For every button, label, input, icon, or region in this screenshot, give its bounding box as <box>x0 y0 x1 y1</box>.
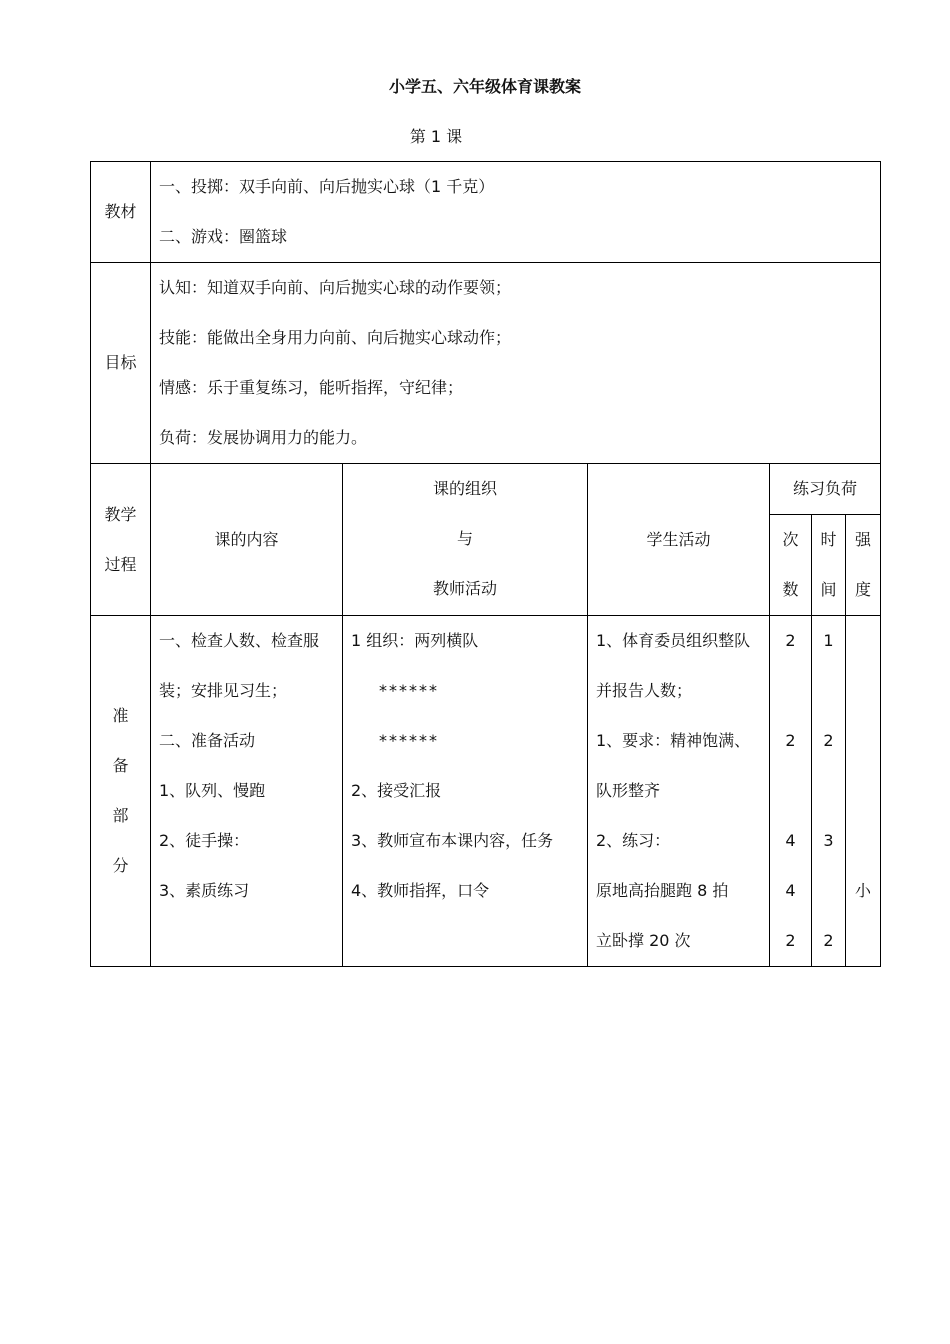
intensity-value <box>846 916 880 966</box>
mubiao-line: 技能：能做出全身用力向前、向后抛实心球动作； <box>159 328 512 347</box>
formation-row: ****** <box>379 731 439 750</box>
row-jiaocai <box>91 162 881 263</box>
prep-student-line: 1、要求：精神饱满、 <box>596 731 751 750</box>
prep-content-line: 2、徒手操： <box>159 831 250 850</box>
count-value: 2 <box>785 731 796 750</box>
count-value <box>770 666 811 716</box>
intensity-value <box>846 766 880 816</box>
intensity-value: 小 <box>855 881 872 900</box>
time-value <box>812 766 845 816</box>
prep-organization-line: 3、教师宣布本课内容，任务 <box>351 831 554 850</box>
prep-content-line: 3、素质练习 <box>159 881 250 900</box>
prep-organization <box>343 616 588 967</box>
time-value: 1 <box>823 631 834 650</box>
content-header: 课的内容 <box>151 464 343 616</box>
time-header-line: 时 <box>820 530 837 549</box>
prep-organization-line: 1 组织：两列横队 <box>351 631 479 650</box>
intensity-value <box>846 666 880 716</box>
document-title: 小学五、六年级体育课教案 <box>388 77 581 96</box>
process-header-line: 教学 <box>104 504 137 524</box>
intensity-header-line: 强 <box>855 530 872 549</box>
time-value <box>812 666 845 716</box>
count-header <box>770 515 812 616</box>
organization-header <box>343 464 588 616</box>
lesson-plan-table <box>90 161 881 967</box>
mubiao-content <box>151 263 881 464</box>
prep-student <box>588 616 770 967</box>
jiaocai-content <box>151 162 881 263</box>
count-value: 2 <box>785 631 796 650</box>
process-header <box>91 464 151 616</box>
prep-student-line: 立卧撑 20 次 <box>596 931 691 950</box>
mubiao-line: 情感：乐于重复练习，能听指挥，守纪律； <box>159 378 464 397</box>
time-value: 2 <box>823 731 834 750</box>
row-header-top <box>91 464 881 515</box>
prep-count <box>770 616 812 967</box>
prep-student-line: 1、体育委员组织整队 <box>596 631 751 650</box>
jiaocai-label: 教材 <box>91 162 151 263</box>
time-header <box>812 515 846 616</box>
prep-label-char: 分 <box>112 856 129 875</box>
prep-organization-line <box>351 916 587 966</box>
prep-intensity <box>846 616 881 967</box>
time-value: 2 <box>823 931 834 950</box>
row-mubiao <box>91 263 881 464</box>
prep-content-line: 1、队列、慢跑 <box>159 781 266 800</box>
jiaocai-line: 二、游戏：圈篮球 <box>159 227 288 246</box>
prep-student-line: 原地高抬腿跑 8 拍 <box>596 881 729 900</box>
jiaocai-line: 一、投掷：双手向前、向后抛实心球（1 千克） <box>159 177 495 196</box>
count-value: 2 <box>785 931 796 950</box>
count-value <box>770 766 811 816</box>
count-value: 4 <box>785 881 796 900</box>
prep-organization-line: 4、教师指挥，口令 <box>351 881 490 900</box>
intensity-value <box>846 616 880 666</box>
mubiao-line: 负荷：发展协调用力的能力。 <box>159 428 368 447</box>
mubiao-line: 认知：知道双手向前、向后抛实心球的动作要领； <box>159 278 512 297</box>
prep-label <box>91 616 151 967</box>
prep-content-line: 一、检查人数、检查服 <box>159 631 320 650</box>
prep-label-char: 准 <box>112 706 129 725</box>
prep-content-line: 装；安排见习生； <box>159 681 288 700</box>
student-header: 学生活动 <box>588 464 770 616</box>
time-value <box>812 866 845 916</box>
organization-header-line: 课的组织 <box>432 479 497 498</box>
prep-content-line: 二、准备活动 <box>159 731 256 750</box>
organization-header-line: 教师活动 <box>432 579 497 598</box>
time-value: 3 <box>823 831 834 850</box>
intensity-value <box>846 816 880 866</box>
count-value: 4 <box>785 831 796 850</box>
prep-time <box>812 616 846 967</box>
lesson-number: 第 1 课 <box>409 127 463 146</box>
mubiao-label: 目标 <box>91 263 151 464</box>
prep-student-line: 队形整齐 <box>596 781 661 800</box>
load-header: 练习负荷 <box>770 464 881 515</box>
prep-label-char: 部 <box>112 806 129 825</box>
row-prep <box>91 616 881 967</box>
prep-label-char: 备 <box>112 756 129 775</box>
process-header-line: 过程 <box>104 554 137 574</box>
prep-organization-line: 2、接受汇报 <box>351 781 442 800</box>
intensity-header <box>846 515 881 616</box>
prep-content-line <box>159 916 342 966</box>
organization-header-line: 与 <box>456 529 473 548</box>
time-header-line: 间 <box>820 580 837 599</box>
prep-content <box>151 616 343 967</box>
prep-student-line: 2、练习： <box>596 831 671 850</box>
count-header-line: 数 <box>782 580 799 599</box>
intensity-header-line: 度 <box>855 580 872 599</box>
formation-row: ****** <box>379 681 439 700</box>
prep-student-line: 并报告人数； <box>596 681 693 700</box>
count-header-line: 次 <box>782 530 799 549</box>
intensity-value <box>846 716 880 766</box>
